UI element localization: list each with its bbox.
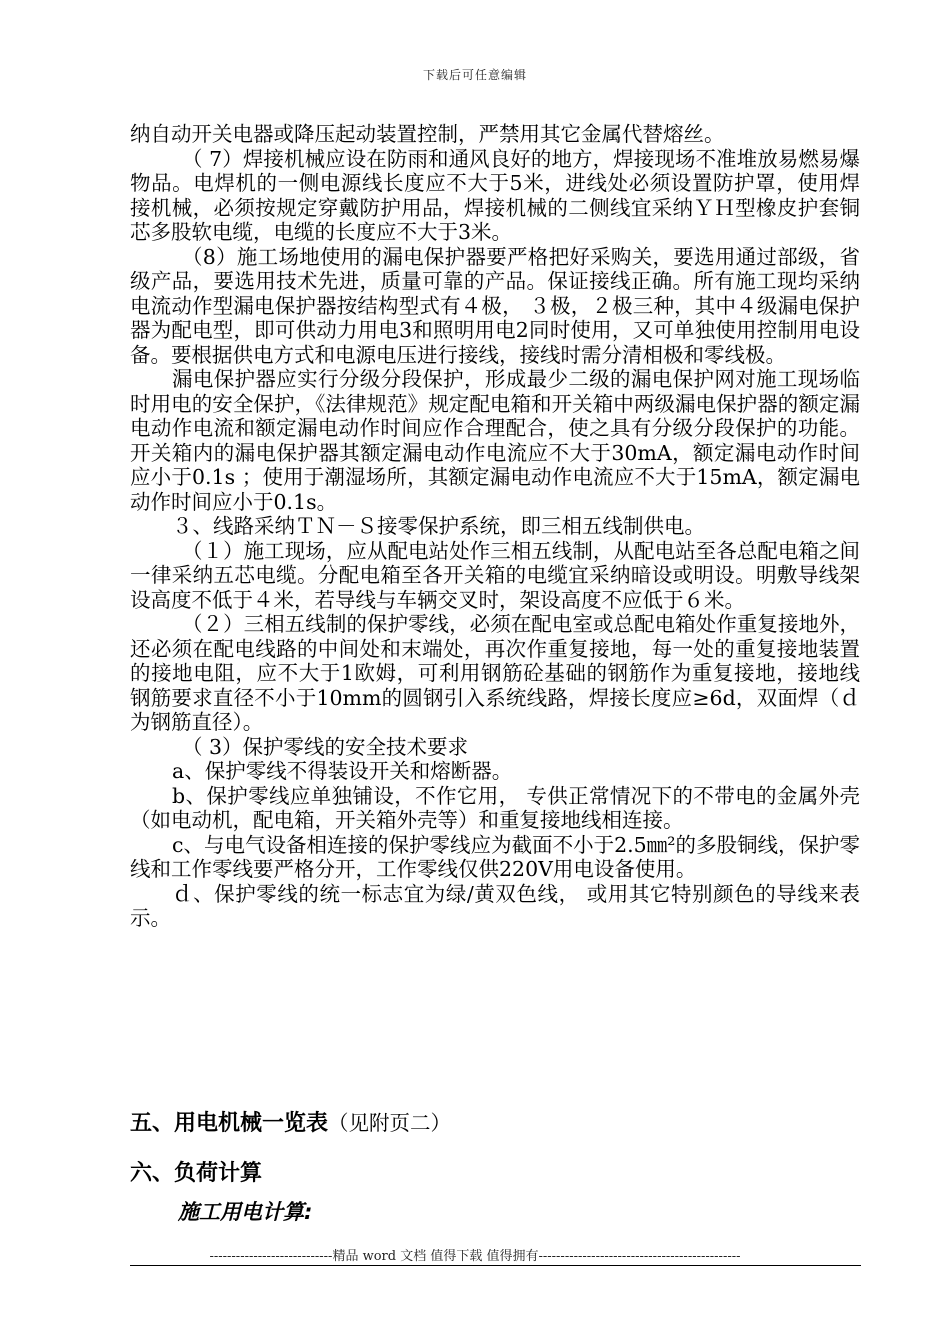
paragraph-7: （２）三相五线制的保护零线，必须在配电室或总配电箱处作重复接地外，还必须在配电线路的中间处和末端处，再次作重复接地，每一处的重复接地装置的接地电阻，应不大于1欧姆，可利用钢筋砼基础的钢筋作为重复接地，接地线钢筋要求直径不小于10mm的圆钢引入系统线路，焊接长度应≥6d，双面焊（ｄ为钢筋直径）。 — [130, 612, 860, 734]
paragraph-4: 漏电保护器应实行分级分段保护，形成最少二级的漏电保护网对施工现场临时用电的安全保护，《法律规范》规定配电箱和开关箱中两级漏电保护器的额定漏电动作电流和额定漏电动作时间应作合理配合，使之具有分级分段保护的功能。开关箱内的漏电保护器其额定漏电动作电流应不大于30mA，额定漏电动作时间应小于0.1s ；使用于潮湿场所，其额定漏电动作电流应不大于15mA，额定漏电动作时间应小于0.1s。 — [130, 367, 860, 514]
paragraph-12: ｄ、保护零线的统一标志宜为绿/黄双色线， 或用其它特别颜色的导线来表示。 — [130, 881, 860, 930]
section-6-heading — [130, 1156, 262, 1187]
subheading: 施工用电计算: — [178, 1200, 313, 1224]
footer-note: ----------------------------精品 word 文档 值得下载 值得拥有---------------------------------------------- — [209, 1249, 741, 1264]
footer-rule — [130, 1265, 861, 1266]
paragraph-9: a、保护零线不得装设开关和熔断器。 — [172, 759, 513, 783]
section-5-title: 五、用电机械一览表 — [130, 1111, 329, 1136]
paragraph-1: 纳自动开关电器或降压起动装置控制，严禁用其它金属代替熔丝。 — [130, 122, 725, 146]
paragraph-2: （ 7）焊接机械应设在防雨和通风良好的地方，焊接现场不准堆放易燃易爆物品。电焊机的一侧电源线长度应不大于5米，进线处必须设置防护罩，使用焊接机械，必须按规定穿戴防护用品，焊接机械的二侧线宜采纳ＹＨ型橡皮护套铜芯多股软电缆，电缆的长度应不大于3米。 — [130, 146, 860, 244]
section-6-title: 六、负荷计算 — [130, 1161, 263, 1186]
paragraph-8: （ 3）保护零线的安全技术要求 — [182, 734, 469, 759]
paragraph-10: b、保护零线应单独铺设，不作它用， 专供正常情况下的不带电的金属外壳（如电动机，配电箱，开关箱外壳等）和重复接地线相连接。 — [130, 783, 860, 832]
document-body — [130, 122, 860, 931]
header-note: 下载后可任意编辑 — [422, 68, 527, 82]
section-5-note: （见附页二） — [328, 1111, 452, 1135]
section-5-heading — [130, 1106, 451, 1137]
paragraph-5: ３、线路采纳ＴＮ－Ｓ接零保护系统，即三相五线制供电。 — [172, 514, 705, 538]
paragraph-6: （１）施工现场，应从配电站处作三相五线制，从配电站至各总配电箱之间一律采纳五芯电缆。分配电箱至各开关箱的电缆宜采纳暗设或明设。明敷导线架设高度不低于４米，若导线与车辆交叉时，架设高度不应低于６米。 — [130, 538, 860, 612]
paragraph-11: c、与电气设备相连接的保护零线应为截面不小于2.5㎜²的多股铜线，保护零线和工作零线要严格分开，工作零线仅供220V用电设备使用。 — [130, 832, 860, 881]
paragraph-3: （8）施工场地使用的漏电保护器要严格把好采购关，要选用通过部级，省级产品，要选用技术先进，质量可靠的产品。保证接线正确。所有施工现均采纳电流动作型漏电保护器按结构型式有４极， ３极，２极三种，其中４级漏电保护器为配电型，即可供动力用电3和照明用电2同时使用，又可单独使用控制用电设备。要根据供电方式和电源电压进行接线，接线时需分清相极和零线极。 — [130, 244, 860, 367]
